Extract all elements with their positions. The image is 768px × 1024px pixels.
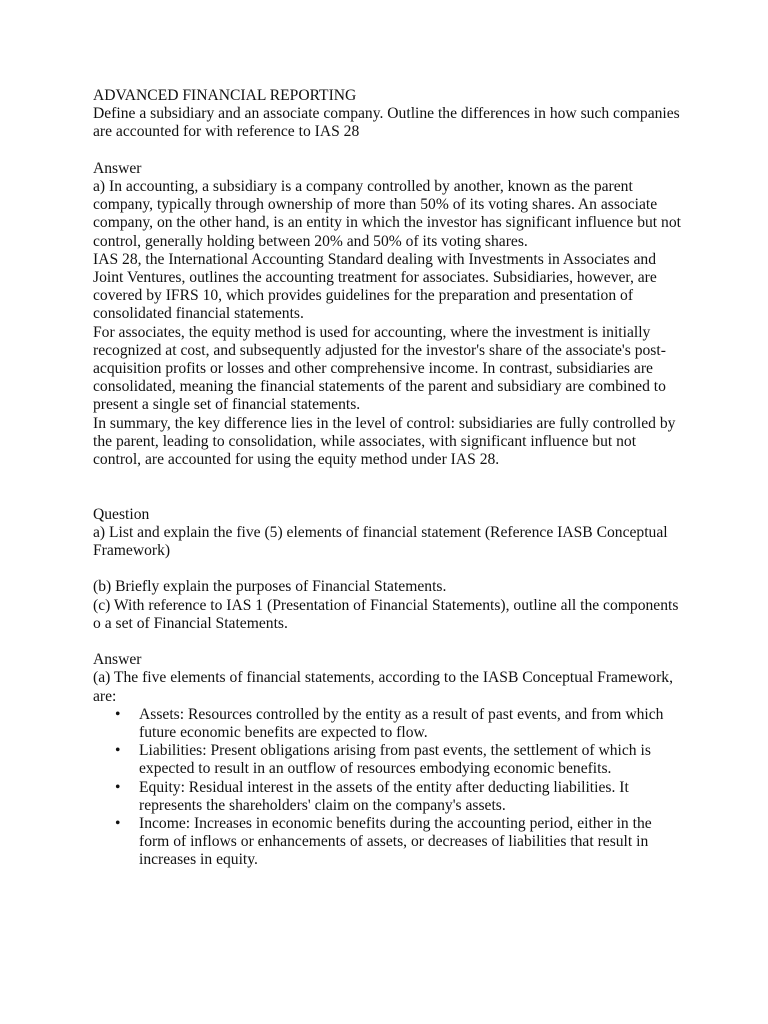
answer-1-paragraph: IAS 28, the International Accounting Standard dealing with Investments in Associates and Joint Ventures, outlines the accounting treatment for associates. Subsidiaries, however, are covered by IFRS 10, which provides guidelines for the preparation and presentation of consolidated financial statements. [93, 250, 657, 323]
list-item [115, 705, 683, 742]
list-item [115, 742, 683, 778]
bullet-icon: • [115, 815, 121, 833]
answer-1-paragraph: For associates, the equity method is used for accounting, where the investment is initially recognized at cost, and subsequently adjusted for the investor's share of the associate's post-acquisition profits or losses and other comprehensive income. In contrast, subsidiaries are consolidated, meaning the financial statements of the parent and subsidiary are combined to present a single set of financial statements. [93, 323, 666, 414]
bullet-icon: • [115, 705, 121, 723]
spacer [93, 469, 683, 505]
answer-2-intro: (a) The five elements of financial statements, according to the IASB Conceptual Framework, are: [93, 669, 673, 705]
list-item-text: Equity: Residual interest in the assets of the entity after deducting liabilities. It represents the shareholders' claim on the company's assets. [139, 778, 629, 814]
question-2-part-b: (b) Briefly explain the purposes of Financial Statements. [93, 578, 447, 596]
bullet-icon: • [115, 742, 121, 760]
spacer [93, 633, 683, 651]
question-1-text: Define a subsidiary and an associate company. Outline the differences in how such companies are accounted for with reference to IAS 28 [93, 105, 680, 141]
spacer [93, 142, 683, 160]
list-item-text: Liabilities: Present obligations arising from past events, the settlement of which is expected to result in an outflow of resources embodying economic benefits. [139, 742, 651, 778]
question-2-part-c: (c) With reference to IAS 1 (Presentation of Financial Statements), outline all the components o a set of Financial Statements. [93, 596, 679, 632]
list-item [115, 815, 683, 870]
list-item-text: Assets: Resources controlled by the entity as a result of past events, and from which future economic benefits are expected to flow. [139, 705, 664, 742]
question-2-part-a: a) List and explain the five (5) elements of financial statement (Reference IASB Conceptual Framework) [93, 523, 668, 560]
answer-2-heading: Answer [93, 651, 142, 669]
document-page [93, 87, 683, 870]
bullet-icon: • [115, 778, 121, 796]
list-item [115, 778, 683, 815]
answer-1-paragraph: a) In accounting, a subsidiary is a company controlled by another, known as the parent company, typically through ownership of more than 50% of its voting shares. An associate company, on the other hand, is an entity in which the investor has significant influence but not control, generally holding between 20% and 50% of its voting shares. [93, 178, 681, 250]
list-item-text: Income: Increases in economic benefits during the accounting period, either in the form of inflows or enhancements of assets, or decreases of liabilities that result in increases in equity. [139, 815, 652, 869]
answer-1-heading: Answer [93, 159, 142, 177]
elements-list [93, 706, 683, 870]
spacer [93, 560, 683, 578]
answer-1-paragraph: In summary, the key difference lies in the level of control: subsidiaries are fully controlled by the parent, leading to consolidation, while associates, with significant influence but not control, are accounted for using the equity method under IAS 28. [93, 414, 676, 469]
document-title: ADVANCED FINANCIAL REPORTING [93, 87, 357, 104]
question-2-heading: Question [93, 505, 150, 523]
